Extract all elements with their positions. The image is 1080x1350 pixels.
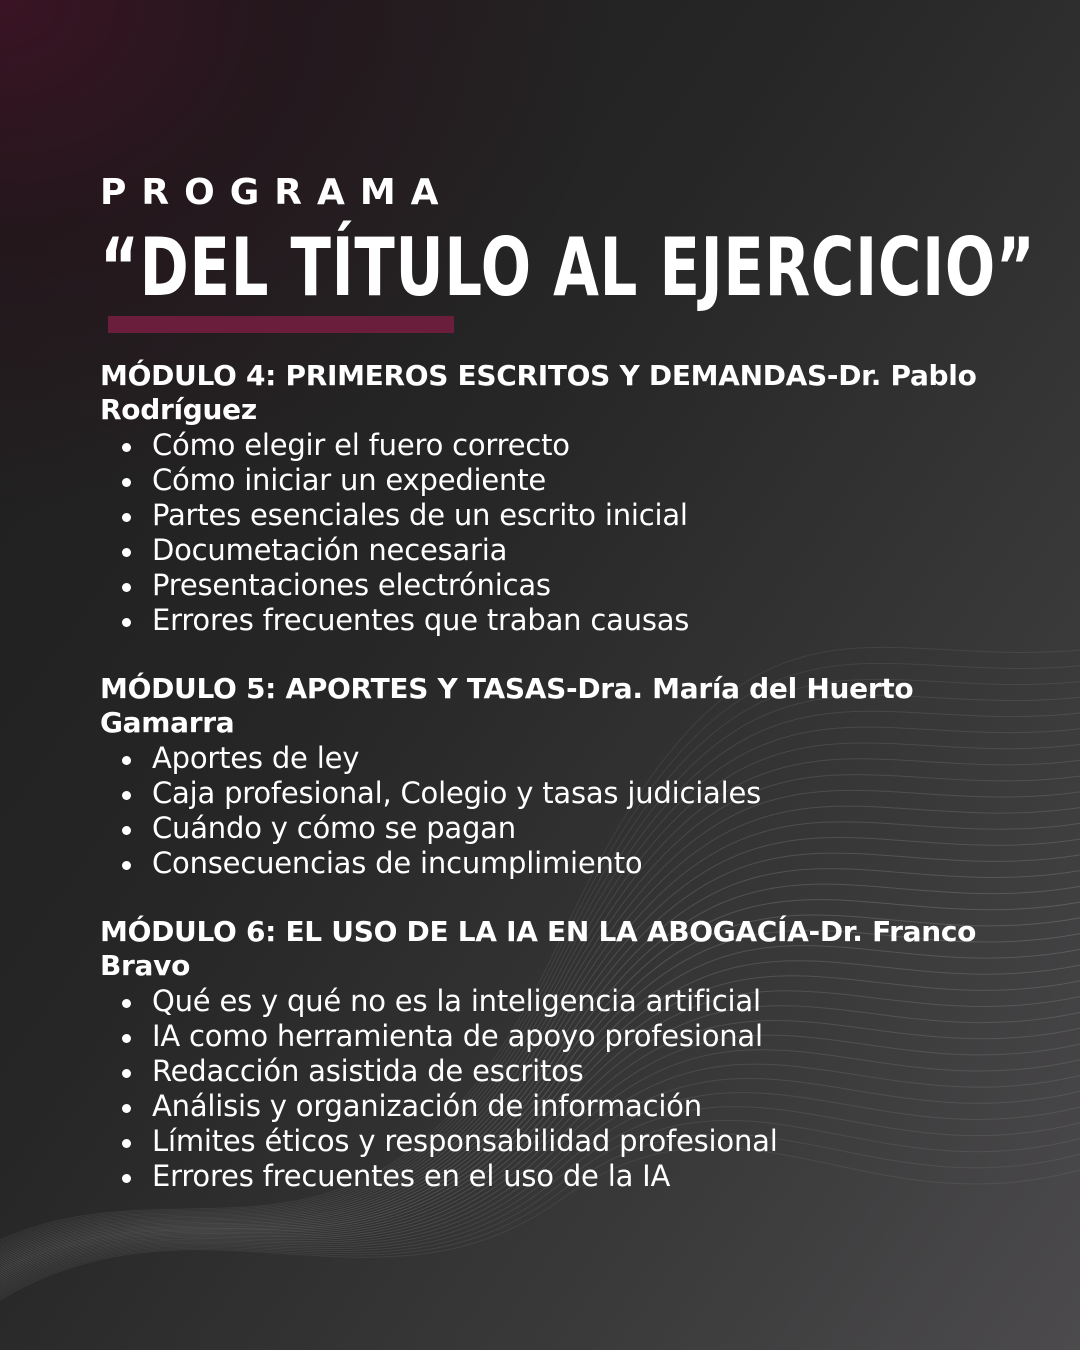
topic-text: Qué es y qué no es la inteligencia artificial [152, 984, 761, 1018]
list-item [122, 776, 1000, 811]
bullet-icon [122, 861, 131, 870]
bullet-icon [122, 513, 131, 522]
bullet-icon [122, 618, 131, 627]
list-item [122, 603, 1000, 638]
topic-text: Análisis y organización de información [152, 1089, 702, 1123]
list-item [122, 741, 1000, 776]
module-heading: MÓDULO 6: EL USO DE LA IA EN LA ABOGACÍA-Dr. Franco Bravo [100, 915, 977, 982]
topic-text: Cuándo y cómo se pagan [152, 811, 516, 845]
list-item [122, 1019, 1000, 1054]
topic-text: Cómo elegir el fuero correcto [152, 428, 570, 462]
bullet-icon [122, 1069, 131, 1078]
program-label: PROGRAMA [100, 172, 454, 213]
bullet-icon [122, 756, 131, 765]
topic-text: Redacción asistida de escritos [152, 1054, 584, 1088]
module-5 [100, 672, 1000, 881]
bullet-icon [122, 1139, 131, 1148]
list-item [122, 1159, 1000, 1194]
topic-list [100, 428, 1000, 638]
list-item [122, 1124, 1000, 1159]
module-heading: MÓDULO 5: APORTES Y TASAS-Dra. María del Huerto Gamarra [100, 672, 914, 739]
topic-text: Aportes de ley [152, 741, 360, 775]
bullet-icon [122, 478, 131, 487]
topic-text: Cómo iniciar un expediente [152, 463, 547, 497]
page-title: “DEL TÍTULO AL EJERCICIO” [100, 221, 1036, 314]
topic-text: Caja profesional, Colegio y tasas judiciales [152, 776, 762, 810]
topic-text: Límites éticos y responsabilidad profesional [152, 1124, 778, 1158]
topic-text: IA como herramienta de apoyo profesional [152, 1019, 763, 1053]
topic-text: Errores frecuentes que traban causas [152, 603, 690, 637]
topic-text: Errores frecuentes en el uso de la IA [152, 1159, 671, 1193]
topic-text: Partes esenciales de un escrito inicial [152, 498, 688, 532]
bullet-icon [122, 443, 131, 452]
module-4 [100, 359, 1000, 638]
list-item [122, 498, 1000, 533]
topic-list [100, 984, 1000, 1194]
list-item [122, 984, 1000, 1019]
list-item [122, 811, 1000, 846]
list-item [122, 1054, 1000, 1089]
bullet-icon [122, 1104, 131, 1113]
topic-text: Presentaciones electrónicas [152, 568, 551, 602]
list-item [122, 533, 1000, 568]
accent-divider [108, 316, 454, 333]
bullet-icon [122, 826, 131, 835]
bullet-icon [122, 791, 131, 800]
topic-text: Consecuencias de incumplimiento [152, 846, 643, 880]
topic-text: Documetación necesaria [152, 533, 508, 567]
bullet-icon [122, 1174, 131, 1183]
bullet-icon [122, 548, 131, 557]
bullet-icon [122, 999, 131, 1008]
list-item [122, 463, 1000, 498]
list-item [122, 428, 1000, 463]
program-content [100, 170, 1036, 1228]
bullet-icon [122, 1034, 131, 1043]
bullet-icon [122, 583, 131, 592]
list-item [122, 846, 1000, 881]
module-6 [100, 915, 1000, 1194]
topic-list [100, 741, 1000, 881]
module-heading: MÓDULO 4: PRIMEROS ESCRITOS Y DEMANDAS-Dr. Pablo Rodríguez [100, 359, 977, 426]
list-item [122, 1089, 1000, 1124]
list-item [122, 568, 1000, 603]
